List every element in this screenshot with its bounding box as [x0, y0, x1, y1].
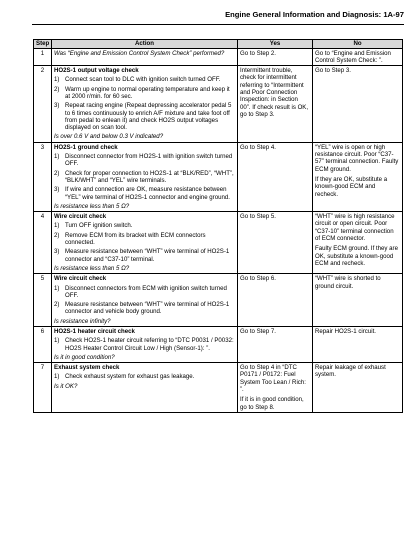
substep-text: Measure resistance between “WHT” wire terminal of HO2S-1 connector and vehicle body ground.: [65, 301, 230, 316]
no-result-text: “WHT” wire is shorted to ground circuit.: [315, 275, 381, 290]
action-substep: [54, 76, 235, 83]
yes-result-cell: [238, 363, 313, 413]
yes-result-cell: [238, 66, 313, 143]
action-substep: [54, 373, 235, 380]
action-substep: [54, 337, 235, 352]
substep-text: Check for proper connection to HO2S-1 at “BLK/RED”, “WHT”, “BLK/WHT” and “YEL” wire terminals.: [65, 169, 234, 184]
no-result-cell: [313, 66, 403, 143]
substep-number: 1): [54, 337, 60, 345]
step-question: Was “Engine and Emission Control System Check” performed?: [54, 49, 225, 57]
substep-number: 2): [54, 231, 60, 239]
substep-text: Repeat racing engine (Repeat depressing accelerator pedal 5 to 6 times continuously to enrich A/F mixture and take foot off from pedal to enlean it) and check HO2S output voltages displayed on scan tool.: [65, 102, 232, 132]
no-result-cell: [313, 363, 403, 413]
yes-result-text: Intermittent trouble, check for intermittent referring to “Intermittent and Poor Connection Inspection: in Section 00”. If check result is OK, go to Step 3.: [240, 67, 309, 118]
header-yes: Yes: [238, 40, 313, 49]
substep-number: 1): [54, 284, 60, 292]
substep-text: Check exhaust system for exhaust gas leakage.: [65, 373, 195, 381]
table-row: [34, 274, 403, 327]
substep-number: 1): [54, 153, 60, 161]
step-title: Exhaust system check: [54, 364, 120, 372]
no-result-text: “YEL” wire is open or high resistance circuit. Poor “C37-57” terminal connection. Faulty ECM ground.: [315, 143, 399, 173]
table-row: [34, 212, 403, 274]
no-result-text: Go to Step 3.: [315, 67, 351, 75]
action-substep: [54, 186, 235, 201]
yes-result-text: Go to Step 6.: [240, 275, 276, 283]
substep-number: 2): [54, 301, 60, 309]
action-cell: [52, 274, 238, 327]
diagnosis-table: [33, 39, 403, 413]
step-number: 6: [34, 327, 52, 363]
action-substep: [54, 86, 235, 101]
substep-number: 2): [54, 85, 60, 93]
step-number: 7: [34, 363, 52, 413]
table-row: [34, 142, 403, 211]
substep-text: If wire and connection are OK, measure resistance between “YEL” wire terminal of HO2S-1 connector and engine ground.: [65, 186, 230, 201]
no-result-cell: [313, 142, 403, 211]
step-title: HO2S-1 ground check: [54, 143, 118, 151]
step-title: HO2S-1 output voltage check: [54, 67, 139, 75]
table-row: [34, 327, 403, 363]
page-header: [0, 0, 416, 26]
step-number: 3: [34, 142, 52, 211]
action-substep: [54, 153, 235, 168]
action-substep: [54, 248, 235, 263]
no-result-text: Faulty ECM ground. If they are OK, substitute a known-good ECM and recheck.: [315, 245, 398, 267]
step-title: Wire circuit check: [54, 275, 107, 283]
action-cell: [52, 66, 238, 143]
step-question: Is resistance infinity?: [54, 317, 111, 325]
substep-text: Remove ECM from its bracket with ECM connectors connected.: [65, 231, 206, 247]
step-title: Wire circuit check: [54, 213, 107, 221]
step-question: Is resistance less than 5 Ω?: [54, 202, 130, 210]
yes-result-text: Go to Step 4.: [240, 143, 276, 151]
no-result-text: If they are OK, substitute a known-good ECM and recheck.: [315, 175, 388, 198]
substep-text: Connect scan tool to DLC with ignition switch turned OFF.: [65, 76, 221, 84]
substep-text: Warm up engine to normal operating temperature and keep it at 2000 r/min. for 60 sec.: [65, 85, 230, 100]
action-substep: [54, 285, 235, 300]
yes-result-text: Go to Step 4 in “DTC P0171 / P0172: Fuel System Too Lean / Rich: ”.: [240, 364, 306, 394]
action-substep: [54, 232, 235, 247]
step-question: Is it OK?: [54, 382, 78, 390]
substep-number: 3): [54, 102, 60, 110]
step-number: 5: [34, 274, 52, 327]
yes-result-cell: [238, 212, 313, 274]
action-substep: [54, 301, 235, 316]
no-result-cell: [313, 274, 403, 327]
table-body: [34, 48, 403, 412]
substep-number: 3): [54, 186, 60, 194]
table-row: [34, 363, 403, 413]
yes-result-cell: [238, 48, 313, 66]
action-substep: [54, 102, 235, 131]
table-row: [34, 66, 403, 143]
substep-number: 2): [54, 169, 60, 177]
yes-result-text: If it is in good condition, go to Step 8.: [240, 396, 304, 411]
substep-number: 3): [54, 248, 60, 256]
action-cell: [52, 142, 238, 211]
substep-number: 1): [54, 222, 60, 230]
action-cell: [52, 327, 238, 363]
action-substep: [54, 170, 235, 185]
no-result-text: “WHT” wire is high resistance circuit or open circuit. Poor “C37-10” terminal connection of ECM connector.: [315, 213, 395, 243]
step-question: Is over 0.6 V and below 0.3 V indicated?: [54, 133, 164, 141]
step-question: Is resistance less than 5 Ω?: [54, 264, 130, 272]
yes-result-text: Go to Step 5.: [240, 213, 276, 221]
substep-number: 1): [54, 373, 60, 381]
yes-result-text: Go to Step 2.: [240, 49, 276, 57]
substep-text: Turn OFF ignition switch.: [65, 222, 133, 230]
step-number: 2: [34, 66, 52, 143]
no-result-cell: [313, 327, 403, 363]
no-result-text: Go to “Engine and Emission Control System Check: ”.: [315, 49, 391, 64]
step-number: 1: [34, 48, 52, 66]
no-result-text: Repair HO2S-1 circuit.: [315, 328, 376, 335]
step-number: 4: [34, 212, 52, 274]
header-no: No: [313, 40, 403, 49]
action-cell: [52, 212, 238, 274]
action-cell: [52, 363, 238, 413]
substep-text: Disconnect connectors from ECM with ignition switch turned OFF.: [65, 284, 227, 299]
action-cell: [52, 48, 238, 66]
step-title: HO2S-1 heater circuit check: [54, 328, 135, 335]
table-row: [34, 48, 403, 66]
substep-text: Check HO2S-1 heater circuit referring to “DTC P0031 / P0032: HO2S Heater Control Circuit Low / High (Sensor-1): ”.: [65, 337, 234, 352]
no-result-cell: [313, 48, 403, 66]
step-question: Is it in good condition?: [54, 353, 115, 361]
substep-text: Measure resistance between “WHT” wire terminal of HO2S-1 connector and “C37-10” terminal.: [65, 248, 230, 263]
yes-result-cell: [238, 142, 313, 211]
substep-number: 1): [54, 76, 60, 84]
header-rule: [32, 24, 404, 25]
header-title: Engine General Information and Diagnosis: 1A-97: [225, 10, 404, 19]
table-header-row: [34, 40, 403, 49]
no-result-text: Repair leakage of exhaust system.: [315, 364, 386, 379]
action-substep: [54, 222, 235, 229]
header-step: Step: [34, 40, 52, 49]
yes-result-cell: [238, 327, 313, 363]
yes-result-text: Go to Step 7.: [240, 328, 276, 335]
yes-result-cell: [238, 274, 313, 327]
no-result-cell: [313, 212, 403, 274]
header-action: Action: [52, 40, 238, 49]
substep-text: Disconnect connector from HO2S-1 with ignition switch turned OFF.: [65, 153, 233, 168]
